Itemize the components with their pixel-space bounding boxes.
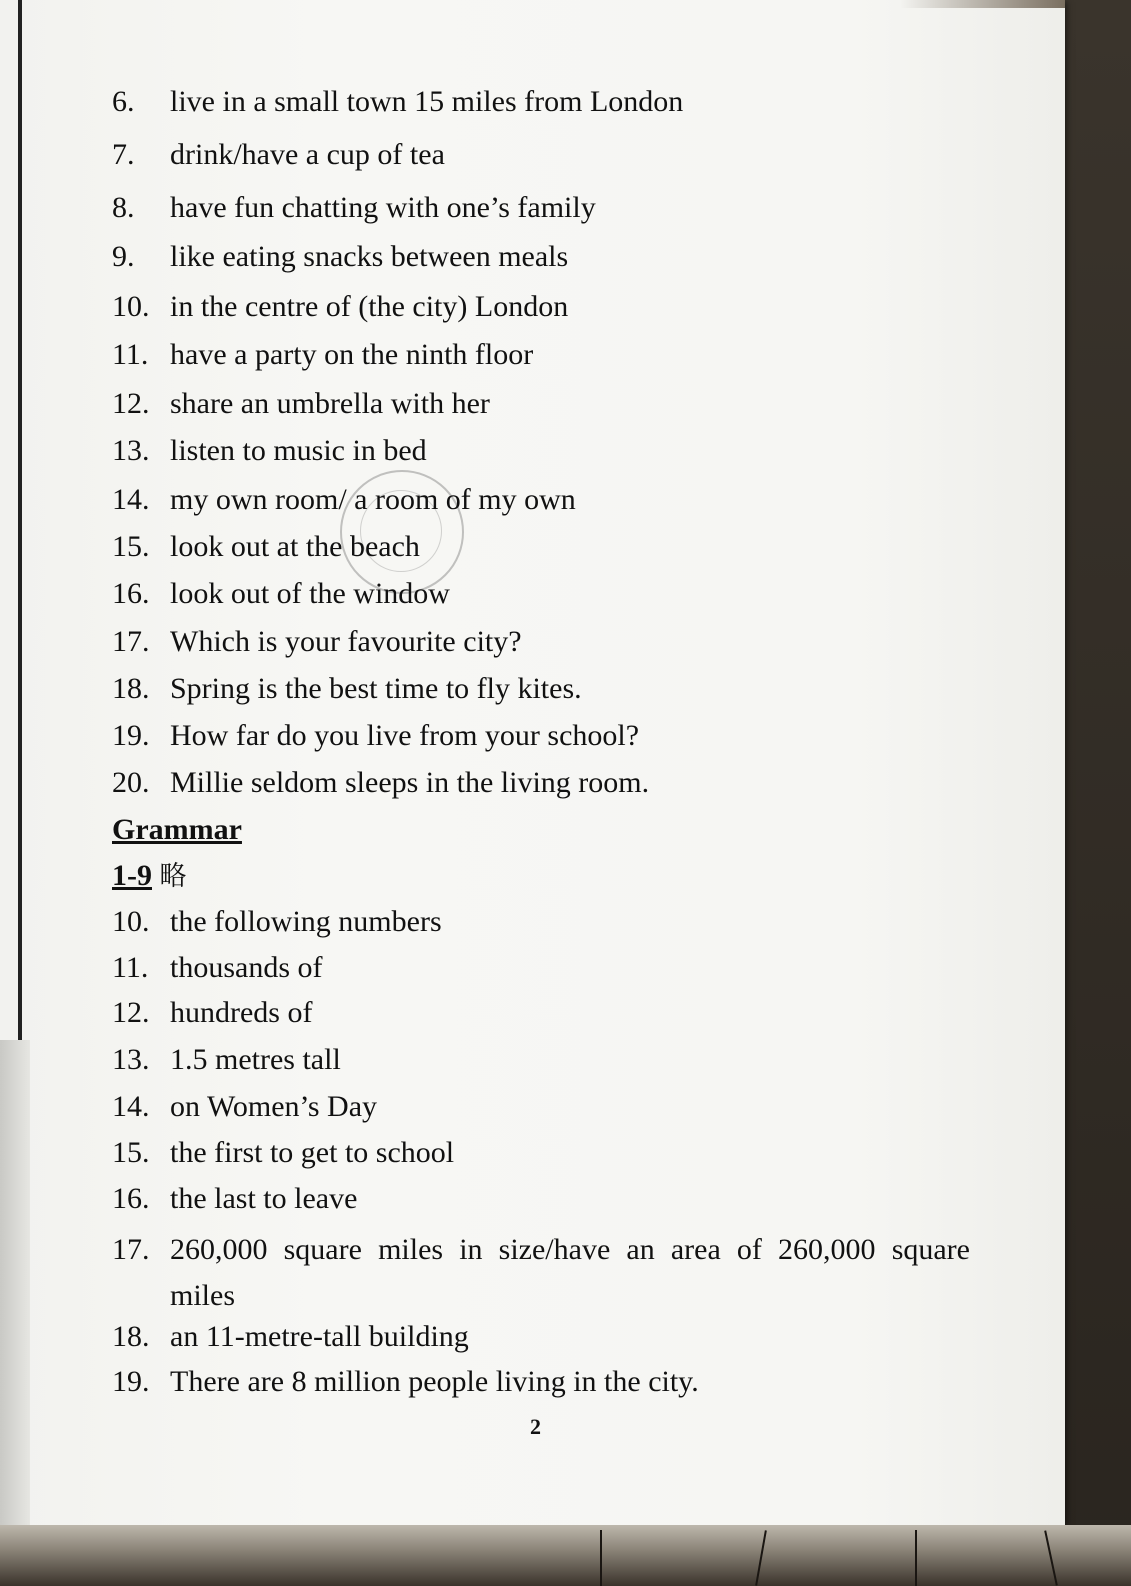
- range-label: 1-9: [112, 859, 152, 892]
- page-number: 2: [530, 1414, 541, 1439]
- item-number: 17.: [112, 1233, 150, 1266]
- item-text: listen to music in bed: [170, 434, 427, 467]
- section-heading-grammar: Grammar: [112, 813, 242, 846]
- list-item: [112, 1319, 469, 1355]
- item-number: 19.: [112, 1365, 150, 1398]
- list-item: [112, 1135, 454, 1171]
- item-number: 13.: [112, 1043, 150, 1076]
- item-number: 18.: [112, 672, 150, 705]
- list-item: [112, 1364, 699, 1400]
- surface-crack: [915, 1530, 917, 1586]
- item-text: drink/have a cup of tea: [170, 138, 445, 171]
- list-item: [112, 718, 639, 754]
- item-text: There are 8 million people living in the city.: [170, 1365, 699, 1398]
- list-item: [112, 433, 427, 469]
- item-number: 16.: [112, 1182, 150, 1215]
- item-text: 260,000 square miles in size/have an area of 260,000 square miles: [170, 1233, 970, 1312]
- page-top-edge: [900, 0, 1065, 8]
- item-text: on Women’s Day: [170, 1090, 378, 1123]
- item-text: have fun chatting with one’s family: [170, 191, 596, 224]
- list-item: [112, 137, 445, 173]
- item-number: 8.: [112, 191, 135, 224]
- item-text: look out of the window: [170, 577, 450, 610]
- item-text: live in a small town 15 miles from London: [170, 85, 684, 118]
- list-item: [112, 995, 312, 1031]
- list-item: [112, 386, 490, 422]
- item-number: 17.: [112, 625, 150, 658]
- list-item: [112, 765, 649, 801]
- item-number: 18.: [112, 1320, 150, 1353]
- list-item: [112, 950, 323, 986]
- list-item: [112, 239, 568, 275]
- item-text: look out at the beach: [170, 530, 420, 563]
- item-text: hundreds of: [170, 996, 313, 1029]
- item-text: 1.5 metres tall: [170, 1043, 341, 1076]
- item-text: the following numbers: [170, 905, 442, 938]
- item-number: 7.: [112, 138, 135, 171]
- item-number: 16.: [112, 577, 150, 610]
- list-item: [112, 671, 582, 707]
- item-text: an 11-metre-tall building: [170, 1320, 469, 1353]
- list-item: [112, 337, 533, 373]
- item-text: have a party on the ninth floor: [170, 338, 534, 371]
- item-text: the last to leave: [170, 1182, 358, 1215]
- list-item: [112, 1227, 972, 1319]
- item-number: 15.: [112, 530, 150, 563]
- item-text: Spring is the best time to fly kites.: [170, 672, 582, 705]
- list-item: [112, 624, 522, 660]
- item-number: 11.: [112, 951, 149, 984]
- item-number: 9.: [112, 240, 135, 273]
- item-text: Millie seldom sleeps in the living room.: [170, 766, 650, 799]
- item-text: the first to get to school: [170, 1136, 455, 1169]
- list-item: [112, 1042, 341, 1078]
- item-number: 19.: [112, 719, 150, 752]
- item-text: like eating snacks between meals: [170, 240, 569, 273]
- item-number: 14.: [112, 1090, 150, 1123]
- item-number: 10.: [112, 290, 150, 323]
- item-text: thousands of: [170, 951, 323, 984]
- list-item: [112, 576, 450, 612]
- range-note-text: 略: [159, 861, 187, 892]
- range-note: [112, 858, 187, 895]
- item-text: my own room/ a room of my own: [170, 483, 576, 516]
- list-item: [112, 482, 576, 518]
- surface-crack: [600, 1530, 602, 1586]
- item-number: 15.: [112, 1136, 150, 1169]
- binding-edge: [18, 0, 22, 1040]
- item-text: Which is your favourite city?: [170, 625, 522, 658]
- list-item: [112, 1089, 377, 1125]
- item-text: share an umbrella with her: [170, 387, 490, 420]
- list-item: [112, 904, 442, 940]
- list-item: [112, 289, 568, 325]
- item-number: 14.: [112, 483, 150, 516]
- item-number: 10.: [112, 905, 150, 938]
- item-number: 12.: [112, 387, 150, 420]
- list-item: [112, 84, 683, 120]
- item-number: 12.: [112, 996, 150, 1029]
- item-number: 6.: [112, 85, 135, 118]
- list-item: [112, 190, 596, 226]
- list-item: [112, 529, 420, 565]
- photo-bottom-edge: [0, 1525, 1131, 1586]
- item-number: 11.: [112, 338, 149, 371]
- item-number: 20.: [112, 766, 150, 799]
- binding-shadow: [0, 1040, 30, 1525]
- item-number: 13.: [112, 434, 150, 467]
- list-item: [112, 1181, 357, 1217]
- item-text: How far do you live from your school?: [170, 719, 640, 752]
- item-text: in the centre of (the city) London: [170, 290, 569, 323]
